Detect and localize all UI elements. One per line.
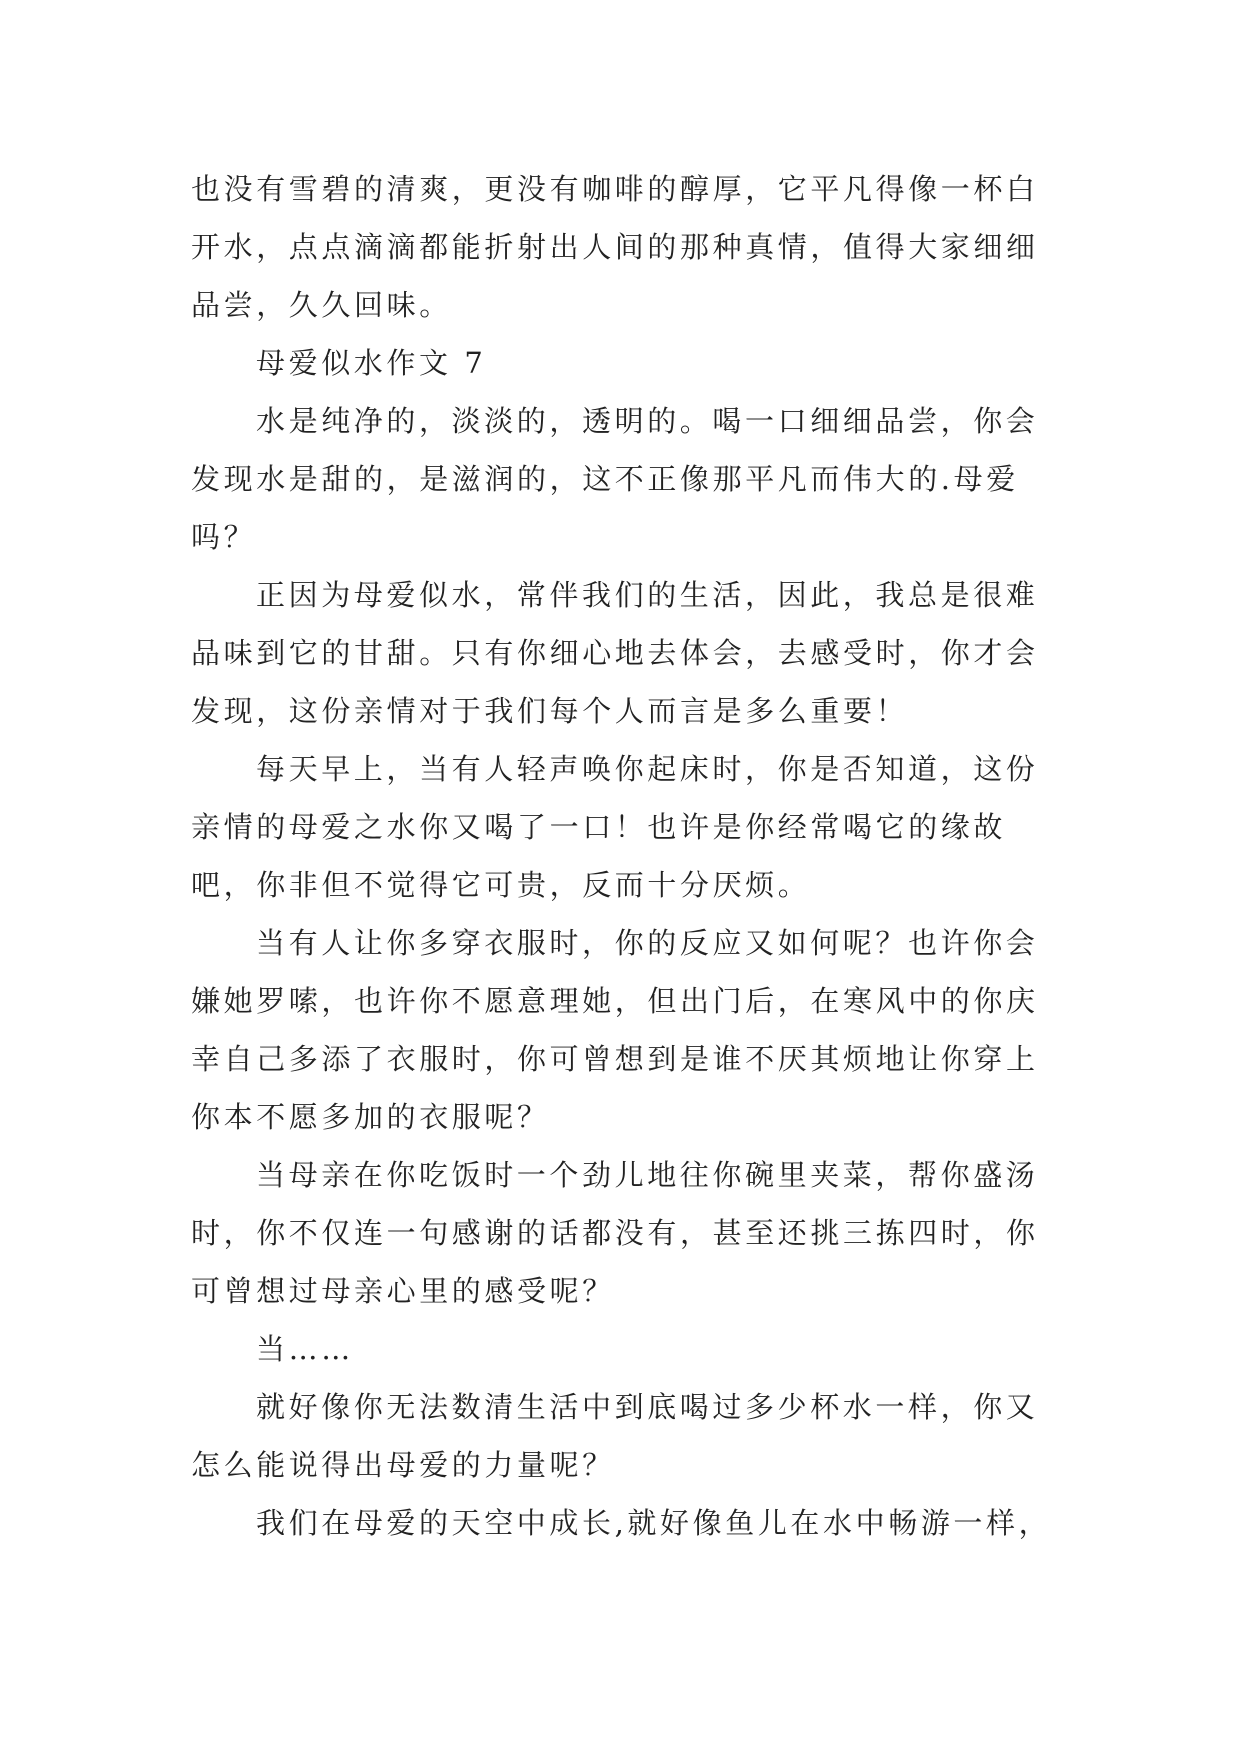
text-line: 吗？ — [191, 520, 257, 554]
text-line: 每天早上，当有人轻声唤你起床时，你是否知道，这份 — [256, 752, 1039, 786]
text-line: 当有人让你多穿衣服时，你的反应又如何呢？也许你会 — [256, 926, 1039, 960]
text-line: 开水，点点滴滴都能折射出人间的那种真情，值得大家细细 — [191, 230, 1039, 264]
text-line: 发现，这份亲情对于我们每个人而言是多么重要！ — [191, 694, 909, 728]
text-line: 我们在母爱的天空中成长,就好像鱼儿在水中畅游一样， — [256, 1506, 1052, 1540]
text-line: 母爱似水作文 7 — [256, 346, 487, 380]
text-line: 品味到它的甘甜。只有你细心地去体会，去感受时，你才会 — [191, 636, 1039, 670]
text-line: 当…… — [256, 1332, 354, 1366]
text-line: 水是纯净的，淡淡的，透明的。喝一口细细品尝，你会 — [256, 404, 1039, 438]
text-line: 嫌她罗嗦，也许你不愿意理她，但出门后，在寒风中的你庆 — [191, 984, 1039, 1018]
text-line: 可曾想过母亲心里的感受呢？ — [191, 1274, 615, 1308]
text-line: 品尝，久久回味。 — [191, 288, 452, 322]
text-line: 你本不愿多加的衣服呢？ — [191, 1100, 550, 1134]
text-line: 怎么能说得出母爱的力量呢？ — [191, 1448, 615, 1482]
text-line: 当母亲在你吃饭时一个劲儿地往你碗里夹菜，帮你盛汤 — [256, 1158, 1039, 1192]
text-line: 时，你不仅连一句感谢的话都没有，甚至还挑三拣四时，你 — [191, 1216, 1039, 1250]
text-line: 正因为母爱似水，常伴我们的生活，因此，我总是很难 — [256, 578, 1039, 612]
text-line: 发现水是甜的，是滋润的，这不正像那平凡而伟大的.母爱 — [191, 462, 1019, 496]
text-line: 幸自己多添了衣服时，你可曾想到是谁不厌其烦地让你穿上 — [191, 1042, 1039, 1076]
document-body — [191, 160, 1051, 1552]
text-line: 就好像你无法数清生活中到底喝过多少杯水一样，你又 — [256, 1390, 1039, 1424]
text-line: 也没有雪碧的清爽，更没有咖啡的醇厚，它平凡得像一杯白 — [191, 172, 1039, 206]
text-line: 亲情的母爱之水你又喝了一口！也许是你经常喝它的缘故 — [191, 810, 1007, 844]
text-line: 吧，你非但不觉得它可贵，反而十分厌烦。 — [191, 868, 811, 902]
